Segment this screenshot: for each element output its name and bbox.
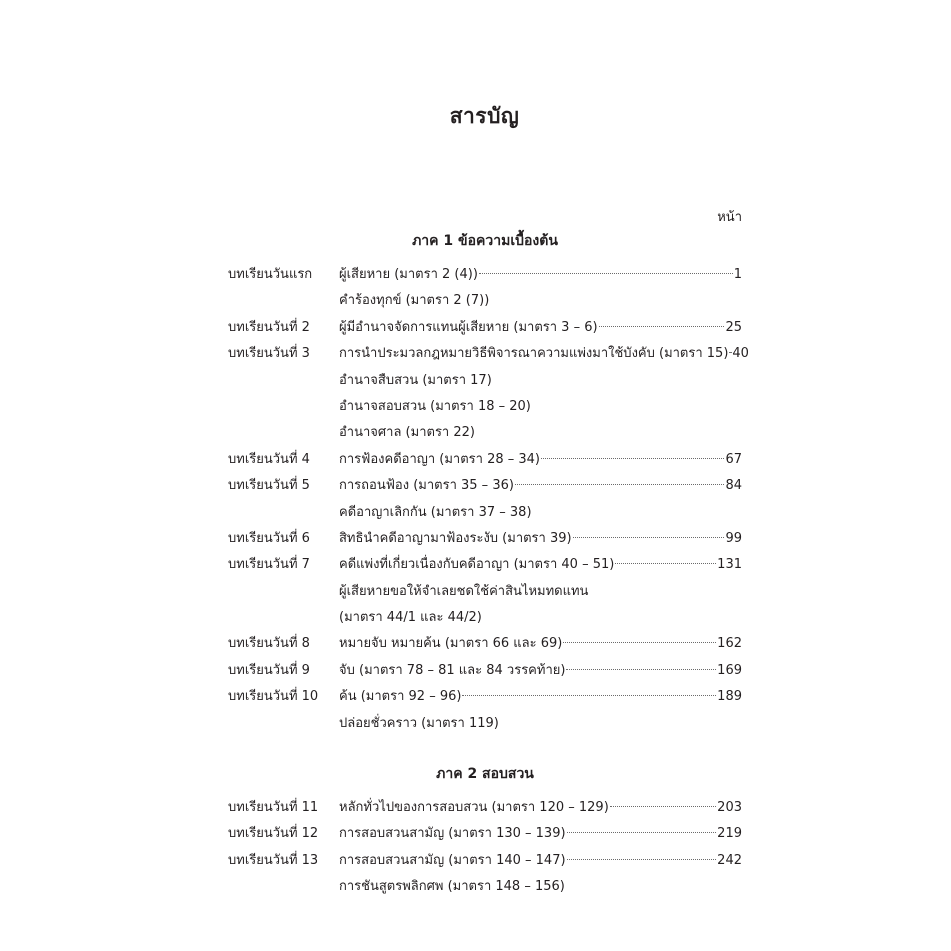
lesson-label: บทเรียนวันที่ 5 [228,478,310,494]
topic-text: คำร้องทุกข์ (มาตรา 2 (7)) [339,293,490,309]
toc-row [228,315,742,341]
toc-row [228,552,742,578]
topic-text: จับ (มาตรา 78 – 81 และ 84 วรรคท้าย) [339,662,566,678]
topic-text: อำนาจศาล (มาตรา 22) [339,425,475,441]
topic-text: การสอบสวนสามัญ (มาตรา 130 – 139) [339,826,566,842]
entry-line [339,473,742,499]
entry-line [339,315,742,341]
dot-leader [615,563,716,564]
toc-row [228,420,742,446]
entry-line [339,341,749,367]
toc-row [228,526,742,552]
topic-text: หลักทั่วไปของการสอบสวน (มาตรา 120 – 129) [339,800,609,815]
toc-row [228,658,742,684]
lesson-label: บทเรียนวันที่ 8 [228,636,310,652]
page-number: 131 [717,557,742,573]
toc-row [228,447,742,473]
dot-leader [610,806,716,807]
dot-leader [729,352,731,353]
page-column-label: หน้า [717,210,742,225]
toc-row [228,341,749,367]
entry-line [339,288,742,314]
entry-line [339,795,742,821]
entry-line [339,262,742,288]
page-number: 99 [725,530,742,546]
part1-heading: ภาค 1 ข้อความเบื้องต้น [412,233,558,249]
topic-text: การนำประมวลกฎหมายวิธีพิจารณาความแพ่งมาใช้บังคับ (มาตรา 15) [339,346,729,362]
topic-text: หมายจับ หมายค้น (มาตรา 66 และ 69) [339,636,563,652]
toc-row [228,288,742,314]
page-number: 25 [725,319,742,335]
page-number: 84 [725,478,742,494]
page-number: 189 [717,689,742,705]
lesson-label: บทเรียนวันที่ 10 [228,689,319,705]
topic-text: การชันสูตรพลิกศพ (มาตรา 148 – 156) [339,879,565,895]
topic-text: การสอบสวนสามัญ (มาตรา 140 – 147) [339,852,566,868]
toc-row [228,368,742,394]
lesson-label: บทเรียนวันที่ 12 [228,826,319,842]
page-number: 219 [717,826,742,842]
topic-text: ปล่อยชั่วคราว (มาตรา 119) [339,715,499,731]
page-title: สารบัญ [449,104,520,128]
dot-leader [563,642,716,643]
dot-leader [462,695,716,696]
toc-row [228,874,742,900]
toc-row [228,848,742,874]
dot-leader [573,537,725,538]
entry-line [339,500,742,526]
part2-entries [228,795,742,901]
topic-text: คดีแพ่งที่เกี่ยวเนื่องกับคดีอาญา (มาตรา 40 – 51) [339,557,615,573]
topic-text: คดีอาญาเลิกกัน (มาตรา 37 – 38) [339,504,532,520]
page-number: 169 [717,662,742,678]
page-number: 242 [717,852,742,868]
toc-row [228,605,742,631]
entry-line [339,848,742,874]
entry-line [339,420,742,446]
topic-text: ผู้เสียหายขอให้จำเลยชดใช้ค่าสินไหมทดแทน [339,583,589,599]
entry-line [339,394,742,420]
lesson-label: บทเรียนวันที่ 6 [228,530,310,546]
entry-line [339,447,742,473]
toc-row [228,821,742,847]
topic-text: การถอนฟ้อง (มาตรา 35 – 36) [339,478,514,494]
lesson-label: บทเรียนวันที่ 11 [228,800,319,815]
toc-row [228,579,742,605]
page-number: 1 [733,267,742,282]
entry-line [339,526,742,552]
topic-text: อำนาจสอบสวน (มาตรา 18 – 20) [339,398,531,414]
entry-line [339,658,742,684]
topic-text: (มาตรา 44/1 และ 44/2) [339,610,482,626]
dot-leader [567,832,717,833]
toc-row [228,262,742,288]
toc-row [228,500,742,526]
topic-text: การฟ้องคดีอาญา (มาตรา 28 – 34) [339,451,540,467]
toc-row [228,631,742,657]
dot-leader [479,273,733,274]
lesson-label: บทเรียนวันที่ 4 [228,451,310,467]
lesson-label: บทเรียนวันที่ 3 [228,346,310,362]
lesson-label: บทเรียนวันแรก [228,267,313,282]
entry-line [339,552,742,578]
lesson-label: บทเรียนวันที่ 7 [228,557,310,573]
entry-line [339,631,742,657]
entry-line [339,711,742,737]
topic-text: ผู้เสียหาย (มาตรา 2 (4)) [339,267,478,282]
part1-entries [228,262,749,737]
toc-row [228,473,742,499]
entry-line [339,874,742,900]
dot-leader [566,669,716,670]
part2-heading: ภาค 2 สอบสวน [436,766,534,782]
page-number: 203 [717,800,742,815]
topic-text: อำนาจสืบสวน (มาตรา 17) [339,372,492,388]
toc-row [228,394,742,420]
topic-text: ผู้มีอำนาจจัดการแทนผู้เสียหาย (มาตรา 3 – 6) [339,319,598,335]
page-number: 40 [732,346,749,362]
page-number: 67 [725,451,742,467]
lesson-label: บทเรียนวันที่ 13 [228,852,319,868]
entry-line [339,579,742,605]
entry-line [339,605,742,631]
entry-line [339,684,742,710]
toc-row [228,711,742,737]
entry-line [339,368,742,394]
toc-row [228,684,742,710]
dot-leader [599,326,725,327]
dot-leader [515,484,725,485]
topic-text: ค้น (มาตรา 92 – 96) [339,689,462,705]
page-number: 162 [717,636,742,652]
entry-line [339,821,742,847]
dot-leader [541,458,724,459]
topic-text: สิทธินำคดีอาญามาฟ้องระงับ (มาตรา 39) [339,530,572,546]
lesson-label: บทเรียนวันที่ 2 [228,319,310,335]
dot-leader [567,859,717,860]
lesson-label: บทเรียนวันที่ 9 [228,662,310,678]
toc-row [228,795,742,821]
